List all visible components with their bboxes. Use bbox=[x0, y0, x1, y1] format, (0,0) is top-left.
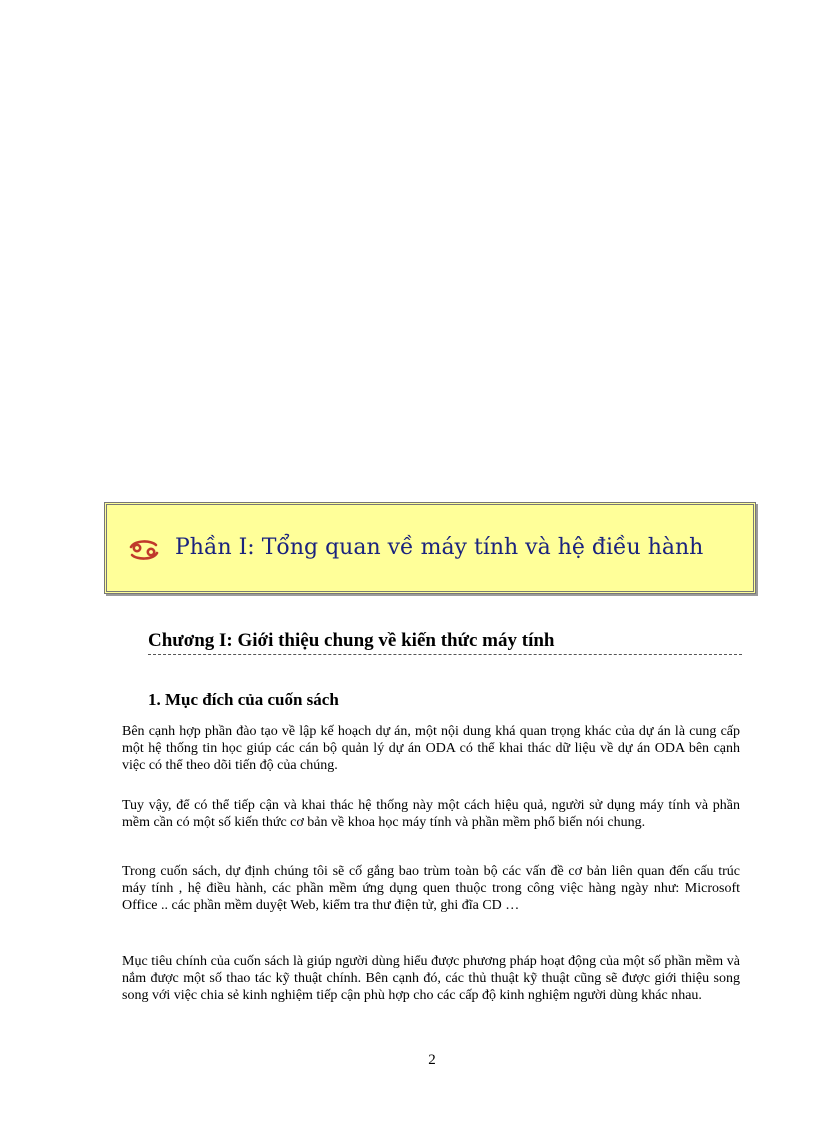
chapter-title: Chương I: Giới thiệu chung về kiến thức máy tính bbox=[148, 630, 555, 651]
body-paragraph: Bên cạnh hợp phần đào tạo về lập kế hoạch dự án, một nội dung khá quan trọng khác của dự án là cung cấp một hệ thống tin học giúp các cán bộ quản lý dự án ODA có thể khai thác dữ liệu về dự án ODA bên cạnh việc có thể theo dõi tiến độ của chúng. bbox=[122, 724, 740, 773]
body-paragraph: Trong cuốn sách, dự định chúng tôi sẽ cố gắng bao trùm toàn bộ các vấn đề cơ bản liên quan đến cấu trúc máy tính , hệ điều hành, các phần mềm ứng dụng quen thuộc trong công việc hàng ngày như: Microsoft Office .. các phần mềm duyệt Web, kiểm tra thư điện tử, ghi đĩa CD … bbox=[122, 864, 740, 913]
body-paragraph: Mục tiêu chính của cuốn sách là giúp người dùng hiểu được phương pháp hoạt động của một số phần mềm và nắm được một số thao tác kỹ thuật chính. Bên cạnh đó, các thủ thuật kỹ thuật cũng sẽ được giới thiệu song song với việc chia sẻ kinh nghiệm tiếp cận phù hợp cho các cấp độ kinh nghiệm người dùng khác nhau. bbox=[122, 954, 740, 1003]
page-number: 2 bbox=[428, 1052, 436, 1068]
cancer-zodiac-icon bbox=[129, 539, 159, 561]
part-heading-box bbox=[104, 502, 756, 594]
chapter-divider bbox=[148, 654, 742, 655]
part-title: Phần I: Tổng quan về máy tính và hệ điều hành bbox=[175, 535, 704, 560]
section-title: 1. Mục đích của cuốn sách bbox=[148, 690, 339, 709]
body-paragraph: Tuy vậy, để có thể tiếp cận và khai thác hệ thống này một cách hiệu quả, người sử dụng máy tính và phần mềm cần có một số kiến thức cơ bản về khoa học máy tính và phần mềm phổ biến nói chung. bbox=[122, 798, 740, 830]
